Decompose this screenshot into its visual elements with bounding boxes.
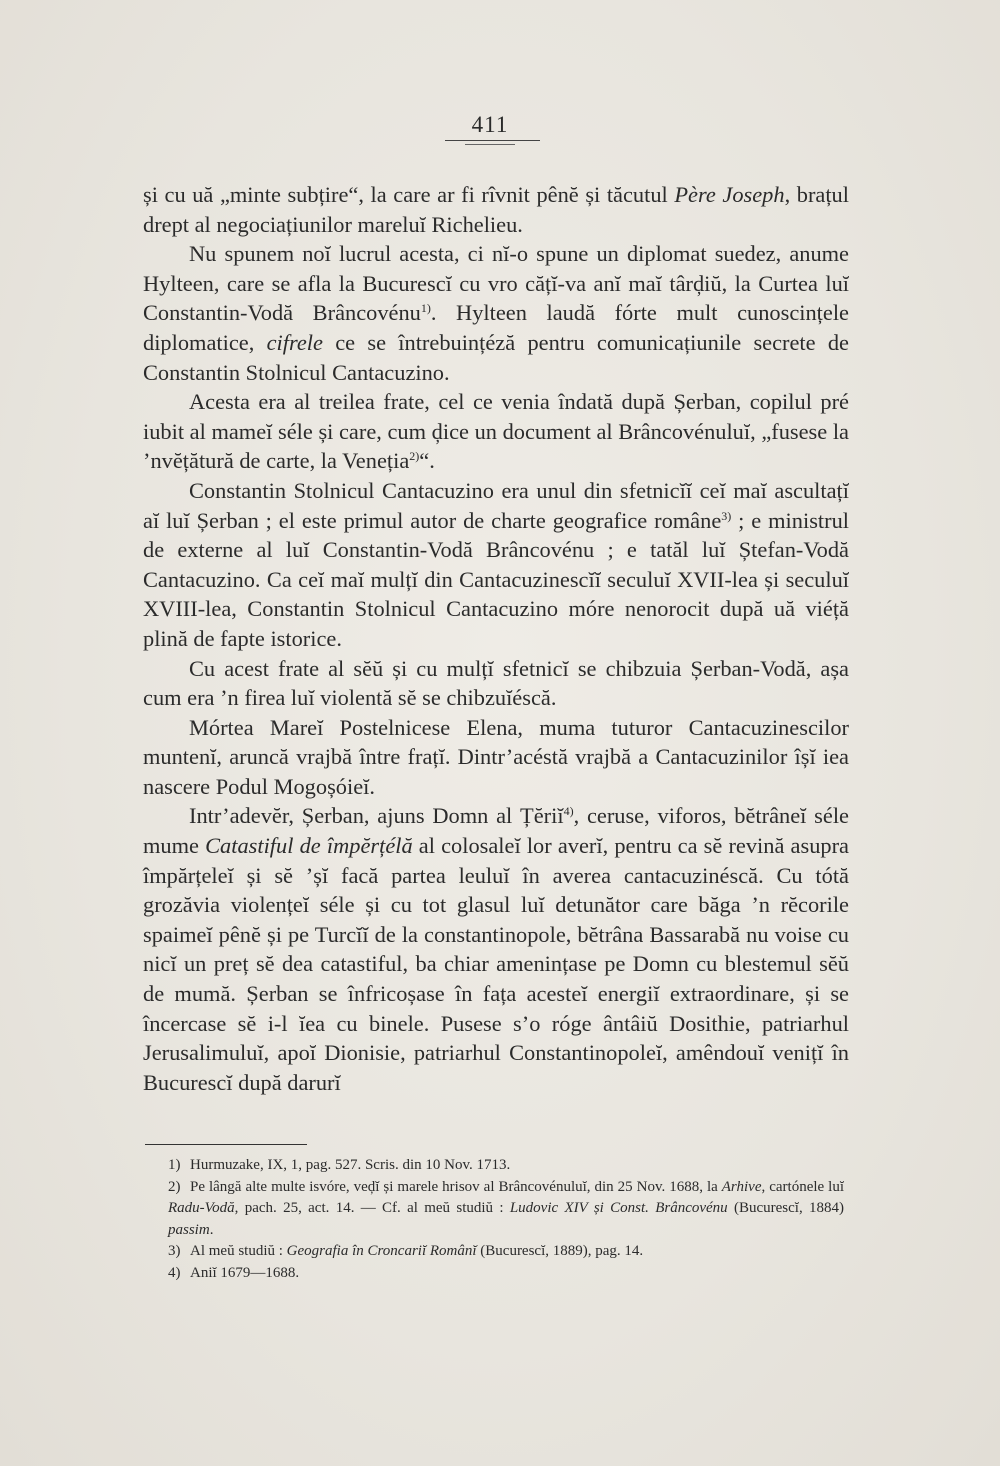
footnote-ref: 3) — [721, 508, 732, 523]
text-run: și cu uă „minte subțire“, la care ar fi rîvnit pênĕ și tăcutul — [143, 182, 675, 207]
text-run: Pe lângă alte multe isvóre, veḑĭ și marele hrisov al Brâncovénuluĭ, din 25 Nov. 1688, la — [190, 1178, 722, 1195]
text-run: , pach. 25, act. 14. — Cf. al meŭ studiŭ : — [234, 1200, 510, 1216]
text-run: , brațul drept al negociațiunilor mareluĭ Richelieu. — [143, 182, 849, 237]
text-run: Intr’adevĕr, Șerban, ajuns Domn al Țĕriĭ — [189, 803, 564, 829]
footnotes — [168, 1155, 844, 1284]
text-run: al colosaleĭ lor averĭ, pentru ca sĕ revină asupra împărțeleĭ și sĕ ’șĭ facă partea leuluĭ în averea cantacuzinéscă. Cu tótă grozăvia violențeĭ séle și cu tot glasul luĭ detunător care băga ’n rĕcorile spaimeĭ pênĕ și pe Turcĭĭ de la constantinopole, bĕtrâna Bassarabă nu voise cu nicĭ un preț sĕ dea catastiful, ba chiar amenințase pe Domn cu blestemul sĕŭ de mumă. Șerban se înfricoșase în fața acesteĭ energiĭ extraordinare, și se încercase sĕ i-l ĭea cu binele. Pusese s’o róge ântâiŭ Dosithie, patriarhul Jerusalimuluĭ, apoĭ Dionisie, patriarhul Constantinopoleĭ, amêndouĭ venițĭ în Bucurescĭ după darurĭ — [143, 833, 849, 1095]
italic-text: Catastiful de împĕrțélă — [205, 833, 413, 859]
footnote-number: 2) — [168, 1178, 181, 1195]
italic-text: Arhive — [721, 1178, 762, 1195]
text-run: (Bucurescĭ, 1884) — [727, 1200, 845, 1216]
footnote — [168, 1155, 844, 1177]
text-run: ce se întrebuințéză pentru comunicațiunile secrete de Constantin Stolnicul Cantacuzino. — [143, 329, 849, 385]
paragraph — [143, 180, 849, 239]
footnote-ref: 4) — [563, 804, 574, 819]
text-run: (Bucurescĭ, 1889), pag. 14. — [476, 1243, 644, 1259]
footnote-ref: 1) — [420, 301, 431, 316]
italic-text: Ludovic XIV și Const. Brâncovénu — [509, 1200, 728, 1216]
text-run: “. — [419, 448, 435, 474]
footnote-number: 3) — [168, 1243, 181, 1259]
text-run: . Hylteen laudă fórte mult cunoscințele diplomatice, — [143, 300, 849, 355]
paragraph — [143, 239, 849, 387]
footnote-number: 4) — [168, 1264, 181, 1281]
page-number-rule-short — [465, 144, 515, 145]
italic-text: passim — [168, 1221, 210, 1238]
italic-text: Geografia în Croncariĭ Românĭ — [286, 1243, 477, 1259]
paragraph — [143, 387, 849, 476]
text-run: , ceruse, viforos, bĕtrâneĭ séle mume — [143, 803, 849, 859]
text-run: , cartónele luĭ — [761, 1178, 844, 1195]
italic-text: cifrele — [266, 329, 323, 355]
text-run: Constantin Stolnicul Cantacuzino era unul din sfetnicĭĭ ceĭ maĭ ascultațĭ aĭ luĭ Șerban ; el este primul autor de charte geografice române — [143, 477, 849, 533]
footnote-ref: 2) — [409, 449, 420, 464]
text-run: . — [209, 1221, 214, 1238]
text-run: Mórtea Mareĭ Postelnicese Elena, muma tuturor Cantacuzinescilor muntenĭ, aruncă vrajbă între frațĭ. Dintr’acéstă vrajbă a Cantacuzinilor îșĭ iea nascere Podul Mogoșóieĭ. — [143, 714, 849, 799]
text-run: ; e ministrul de externe al luĭ Constantin-Vodă Brâncovénu ; e tatăl luĭ Ștefan-Vodă Cantacuzino. Ca ceĭ maĭ mulțĭ din Cantacuzinescĭĭ seculuĭ XVII-lea și seculuĭ XVIII-lea, Constantin Stolnicul Cantacuzino móre nenorocit după uă viéță plină de fapte istorice. — [143, 507, 849, 651]
body-text — [143, 180, 849, 1097]
paragraph — [143, 801, 849, 1097]
text-run: Cu acest frate al sĕŭ și cu mulțĭ sfetnicĭ se chibzuia Șerban-Vodă, așa cum era ’n firea luĭ violentă sĕ se chibzuĭéscă. — [143, 655, 849, 711]
paragraph — [143, 713, 849, 802]
italic-text: Radu-Vodă — [168, 1200, 235, 1216]
footnote-number: 1) — [168, 1157, 181, 1173]
italic-text: Père Joseph — [674, 182, 785, 207]
paragraph — [143, 476, 849, 654]
footnote — [168, 1263, 844, 1285]
paragraph — [143, 654, 849, 713]
text-run: Al meŭ studiŭ : — [190, 1243, 287, 1259]
text-run: Nu spunem noĭ lucrul acesta, ci nĭ-o spune un diplomat suedez, anume Hylteen, care se afla la Bucurescĭ cu vro cățĭ-va anĭ maĭ târḑiŭ, la Curtea luĭ Constantin-Vodă Brâncovénu — [143, 241, 849, 326]
page-number: 411 — [471, 112, 509, 137]
footnote-separator — [145, 1144, 307, 1145]
text-run: Acesta era al treilea frate, cel ce venia îndată după Șerban, copilul pré iubit al mameĭ séle și care, cum ḑice un document al Brâncovénuluĭ, „fusese la ’nvĕțătură de carte, la Veneția — [143, 389, 849, 474]
footnote — [168, 1241, 844, 1263]
text-run: Aniĭ 1679—1688. — [190, 1264, 300, 1281]
footnote — [168, 1177, 844, 1242]
text-run: Hurmuzake, IX, 1, pag. 527. Scris. din 10 Nov. 1713. — [190, 1157, 511, 1173]
page-number-rule — [445, 140, 540, 141]
